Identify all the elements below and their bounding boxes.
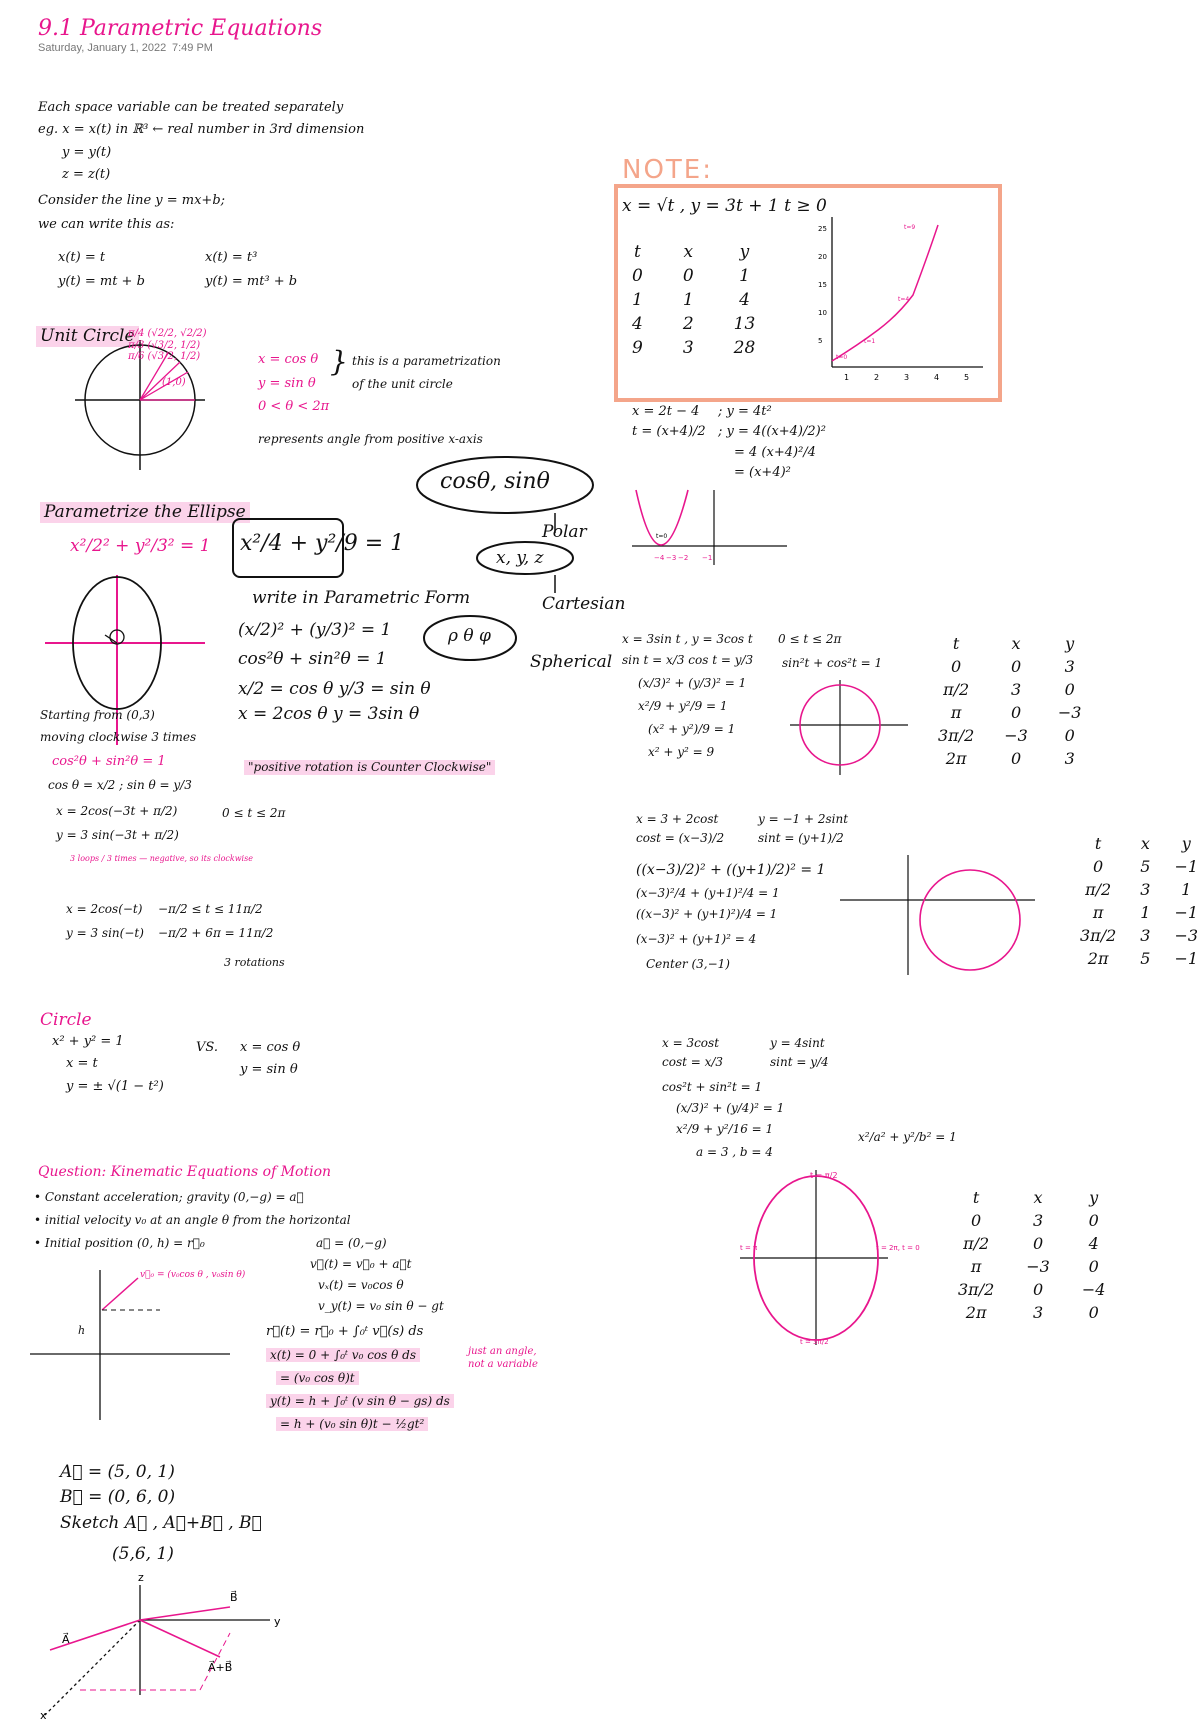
moving-note: moving clockwise 3 times <box>40 730 197 744</box>
ellipse-diagram <box>45 575 210 750</box>
step: cos²θ + sin²θ = 1 <box>238 649 387 670</box>
boxed-equation: x²/4 + y²/9 = 1 <box>240 531 405 556</box>
vector-a-plus-b <box>140 1620 220 1657</box>
circle3-graph <box>790 680 910 780</box>
step: (x/2)² + (y/3)² = 1 <box>238 620 392 640</box>
x-tick: 2 <box>874 373 880 382</box>
note-equations: x = √t , y = 3t + 1 t ≥ 0 <box>622 196 827 216</box>
range-2: −π/2 ≤ t ≤ 11π/2 <box>158 902 263 916</box>
equation: = 4 (x+4)²/4 <box>734 444 816 460</box>
x-tick: 1 <box>844 373 850 382</box>
equation <box>276 1371 454 1386</box>
equation: a⃗ = (0,−g) <box>316 1236 387 1250</box>
table-header: x <box>1011 634 1021 653</box>
table-row <box>928 747 1091 770</box>
table-row <box>948 1278 1115 1301</box>
shifted-circle-graph <box>840 850 1040 980</box>
table-row <box>1070 924 1200 947</box>
ellipse-heading: Parametrize the Ellipse <box>40 502 250 523</box>
bullet: • Initial position (0, h) = r⃗₀ <box>34 1236 205 1250</box>
ellipse-general-form: x²/a² + y²/b² = 1 <box>858 1130 957 1144</box>
equation: x = cos θ <box>258 352 319 367</box>
equation: ; y = 4t² <box>718 404 772 419</box>
equation: (x−3)² + (y+1)² = 4 <box>636 931 757 946</box>
highlighted-equation: x(t) = 0 + ∫₀ᵗ v₀ cos θ ds <box>266 1348 420 1362</box>
axis-label: y <box>274 1615 281 1628</box>
table-header: y <box>1089 1188 1099 1207</box>
x-tick: −2 <box>678 554 689 562</box>
table-row <box>948 1232 1115 1255</box>
table-header-row <box>928 632 1091 655</box>
y-tick: 15 <box>818 281 827 289</box>
note-line: of the unit circle <box>352 377 453 391</box>
table-header: t <box>972 1188 980 1207</box>
table-cell: 0 <box>1032 1234 1044 1253</box>
highlighted-equation: y(t) = h + ∫₀ᵗ (v sin θ − gs) ds <box>266 1394 454 1408</box>
equation: t = (x+4)/2 <box>632 424 706 440</box>
concept-spherical: Spherical <box>530 652 613 672</box>
equation: x² + y² = 9 <box>648 745 715 759</box>
point-label: t=1 <box>864 338 876 345</box>
parabola-left <box>632 404 706 441</box>
circle3-table <box>928 632 1091 770</box>
step: x = 2cos θ y = 3sin θ <box>238 703 420 724</box>
table-row <box>948 1255 1115 1278</box>
table-row <box>1070 855 1200 878</box>
intro-block <box>38 100 364 234</box>
table-row <box>622 264 765 288</box>
table-cell: 3 <box>1032 1303 1044 1322</box>
cos-sin-eq: cos θ = x/2 ; sin θ = y/3 <box>48 778 192 792</box>
table-cell: 4 <box>739 290 750 310</box>
table-cell: 2π <box>1087 949 1109 968</box>
step: x/2 = cos θ y/3 = sin θ <box>238 678 431 699</box>
page-date: Saturday, January 1, 2022 <box>38 42 167 54</box>
x-tick: −3 <box>666 554 677 562</box>
note-label: NOTE: <box>622 155 713 185</box>
table-cell: 2 <box>682 314 694 334</box>
circle3-derivation <box>622 632 753 760</box>
angle-annotation: just an angle, not a variable <box>468 1346 538 1370</box>
table-cell: π <box>970 1257 982 1276</box>
equation: vₓ(t) = v₀cos θ <box>318 1278 404 1292</box>
table-cell: −3 <box>1174 926 1199 945</box>
table-row <box>1070 947 1200 970</box>
angle-ray <box>105 635 117 643</box>
shifted-circle-y <box>758 812 848 846</box>
x-tick: −4 <box>654 554 665 562</box>
unit-circle-angles <box>128 328 207 388</box>
table-cell: −1 <box>1174 857 1199 876</box>
equation: y = −1 + 2sint <box>758 812 849 826</box>
table-row <box>622 312 765 336</box>
table-cell: 3 <box>1032 1211 1044 1230</box>
table-cell: π/2 <box>943 680 970 699</box>
table-row <box>928 724 1091 747</box>
negative-note: 3 loops / 3 times — negative, so its clockwise <box>70 854 253 863</box>
table-row <box>928 655 1091 678</box>
table-cell: 3 <box>1064 657 1075 676</box>
table-cell: 0 <box>682 266 694 286</box>
equation: cos²t + sin²t = 1 <box>662 1080 763 1094</box>
bullet: • Constant acceleration; gravity (0,−g) = a⃗ <box>34 1190 304 1204</box>
equation: x²/9 + y²/16 = 1 <box>676 1122 774 1136</box>
x-tick: 5 <box>964 373 970 382</box>
velocity-vector <box>102 1278 138 1310</box>
equation <box>266 1348 454 1363</box>
table-cell: −3 <box>1057 703 1082 722</box>
vector-def: (5,6, 1) <box>112 1543 174 1564</box>
param-eq: y(t) = mt + b <box>58 274 145 290</box>
y-tick: 10 <box>818 309 827 317</box>
table-cell: 0 <box>1010 703 1022 722</box>
equation: (x/3)² + (y/4)² = 1 <box>676 1101 785 1115</box>
angle-label: π/3 (√3/2, 1/2) <box>128 339 201 351</box>
unit-circle-note <box>352 354 501 392</box>
equation: (x² + y²)/9 = 1 <box>648 722 736 736</box>
table-cell: π/2 <box>963 1234 990 1253</box>
table-cell: −1 <box>1174 903 1199 922</box>
table-header-row <box>622 240 765 264</box>
table-row <box>928 678 1091 701</box>
equation: x = t <box>66 1056 98 1072</box>
equation: cost = (x−3)/2 <box>636 831 725 845</box>
table-cell: 3π/2 <box>1080 926 1117 945</box>
axis-label: z <box>138 1571 144 1584</box>
y-tick: 20 <box>818 253 827 261</box>
x-tick: −1 <box>702 554 713 562</box>
table-cell: 5 <box>1140 857 1151 876</box>
equation <box>266 1394 454 1409</box>
table-row <box>928 701 1091 724</box>
table-cell: 1 <box>682 290 694 310</box>
table-cell: 0 <box>1088 1303 1099 1322</box>
intro-line: z = z(t) <box>62 166 111 182</box>
equation: = (x+4)² <box>734 464 791 480</box>
x-tick: 3 <box>904 373 910 382</box>
table-cell: 3 <box>1064 749 1075 768</box>
ellipse-identity: cos²θ + sin²θ = 1 <box>52 754 166 769</box>
equation: y = sin θ <box>240 1062 298 1078</box>
kinematics-derivation <box>266 1236 454 1432</box>
angle-label: (1,0) <box>162 376 186 388</box>
intro-line: we can write this as: <box>38 217 175 233</box>
table-header: x <box>1033 1188 1043 1207</box>
bullet: • initial velocity v₀ at an angle θ from the horizontal <box>34 1213 351 1227</box>
point-label: t = 2π, t = 0 <box>876 1244 920 1252</box>
table-header: t <box>952 634 960 653</box>
table-cell: 0 <box>632 266 643 286</box>
x-equation-2: x = 2cos(−t) <box>66 902 143 916</box>
ellipse2-graph <box>740 1170 920 1346</box>
table-cell: 2π <box>945 749 967 768</box>
equation: sint = y/4 <box>770 1055 829 1069</box>
table-header-row <box>1070 832 1200 855</box>
table-cell: 4 <box>632 314 643 334</box>
kinematics-diagram <box>30 1270 230 1420</box>
concept-cartesian: Cartesian <box>542 594 626 614</box>
table-row <box>948 1301 1115 1324</box>
table-cell: 13 <box>733 314 756 334</box>
point-label: t = 3π/2 <box>800 1338 829 1346</box>
equation: (x/3)² + (y/3)² = 1 <box>638 676 747 690</box>
table-row <box>948 1209 1115 1232</box>
table-cell: 3π/2 <box>958 1280 995 1299</box>
shifted-circle-table <box>1070 832 1200 970</box>
concept-xyz: x, y, z <box>496 548 544 568</box>
intro-line: eg. x = x(t) in ℝ³ ← real number in 3rd dimension <box>38 122 365 138</box>
equation: cost = x/3 <box>662 1055 724 1069</box>
ellipse2-table <box>948 1186 1115 1324</box>
note-graph <box>818 215 988 385</box>
brace-icon: } <box>330 345 348 378</box>
equation: ((x−3)² + (y+1)²)/4 = 1 <box>636 906 778 921</box>
table-cell: −4 <box>1081 1280 1106 1299</box>
equation: sin t = x/3 cos t = y/3 <box>622 653 754 667</box>
point-label: t=4 <box>898 296 910 303</box>
table-header: x <box>683 242 694 262</box>
equation: a = 3 , b = 4 <box>696 1145 773 1159</box>
concept-polar: Polar <box>542 522 587 542</box>
y-tick: 25 <box>818 225 827 233</box>
table-cell: 5 <box>1140 949 1151 968</box>
table-cell: 28 <box>733 338 756 358</box>
velocity-label: v⃗₀ = (v₀cos θ , v₀sin θ) <box>140 1270 246 1280</box>
rotation-note: "positive rotation is Counter Clockwise" <box>244 760 495 775</box>
table-cell: 1 <box>1181 880 1192 899</box>
note-line: this is a parametrization <box>352 354 501 368</box>
circle-compare-left <box>52 1034 164 1095</box>
table-cell: 3 <box>1140 926 1151 945</box>
range-1: 0 ≤ t ≤ 2π <box>222 806 286 820</box>
y-equation-2: y = 3 sin(−t) <box>66 926 144 940</box>
page-time: 7:49 PM <box>172 42 213 54</box>
table-cell: 0 <box>951 657 962 676</box>
circle-compare-right <box>240 1040 300 1079</box>
table-cell: −3 <box>1026 1257 1050 1276</box>
table-cell: 0 <box>1088 1257 1099 1276</box>
intro-line: Consider the line y = mx+b; <box>38 193 226 208</box>
equation: r⃗(t) = r⃗₀ + ∫₀ᵗ v⃗(s) ds <box>266 1324 424 1339</box>
rotations-note: 3 rotations <box>224 956 285 969</box>
equation: x = 3cost <box>662 1036 720 1050</box>
range-3: −π/2 + 6π = 11π/2 <box>158 926 274 940</box>
table-header: y <box>1065 634 1075 653</box>
table-row <box>622 336 765 360</box>
angle-label: π/6 (√3/2, 1/2) <box>128 351 201 362</box>
angle-label: π/4 (√2/2, √2/2) <box>128 328 207 339</box>
equation: x² + y² = 1 <box>52 1034 124 1049</box>
point-label: t=0 <box>656 533 668 540</box>
vectors-text <box>60 1462 262 1565</box>
table-cell: 0 <box>1010 749 1022 768</box>
table-cell: −3 <box>1004 726 1028 745</box>
equation: x = 3 + 2cost <box>636 812 719 826</box>
note-table <box>622 240 765 360</box>
table-cell: 0 <box>971 1211 982 1230</box>
unit-circle-heading: Unit Circle <box>36 326 139 347</box>
ellipse2-derivation <box>662 1036 784 1160</box>
table-row <box>622 288 765 312</box>
vs-label: VS. <box>196 1040 218 1055</box>
highlighted-equation: = (v₀ cos θ)t <box>276 1371 359 1385</box>
table-cell: 0 <box>1088 1211 1099 1230</box>
table-cell: 0 <box>1064 680 1075 699</box>
vector-b <box>140 1607 230 1620</box>
table-header: y <box>1181 834 1191 853</box>
x-tick: 4 <box>934 373 940 382</box>
table-cell: π <box>950 703 962 722</box>
point-label: t=0 <box>836 354 848 361</box>
vector-label: B⃗ <box>230 1591 238 1604</box>
vector-def: Sketch A⃗ , A⃗+B⃗ , B⃗ <box>60 1512 262 1533</box>
table-cell: 0 <box>1010 657 1022 676</box>
table-cell: 0 <box>1093 857 1104 876</box>
table-row <box>1070 901 1200 924</box>
equation: y = 4sint <box>770 1036 825 1050</box>
table-cell: 0 <box>1032 1280 1044 1299</box>
table-cell: 1 <box>1140 903 1151 922</box>
x-equation: x = 2cos(−3t + π/2) <box>56 804 178 818</box>
h-label: h <box>78 1324 86 1337</box>
equation: ; y = 4((x+4)/2)² <box>718 424 826 440</box>
table-header: t <box>1094 834 1102 853</box>
table-cell: π <box>1092 903 1104 922</box>
equation: v⃗(t) = v⃗₀ + a⃗t <box>310 1257 412 1271</box>
vector-label: A⃗+B⃗ <box>208 1661 233 1674</box>
point-label: t=9 <box>904 224 916 231</box>
table-cell: 1 <box>632 290 643 310</box>
circle-curve <box>920 870 1020 970</box>
intro-line: Each space variable can be treated separately <box>38 100 344 115</box>
vector-label: A⃗ <box>62 1633 70 1646</box>
equation: v_y(t) = v₀ sin θ − gt <box>318 1299 444 1313</box>
parametric-form-note: write in Parametric Form <box>252 588 471 608</box>
circle3-range: 0 ≤ t ≤ 2π <box>778 632 842 646</box>
equation: y = sin θ <box>258 376 316 392</box>
angle-note: represents angle from positive x-axis <box>258 432 483 446</box>
x-axis <box>45 1620 140 1715</box>
ellipse2-y <box>770 1036 829 1070</box>
y-equation: y = 3 sin(−3t + π/2) <box>56 828 179 842</box>
ellipse-steps <box>238 620 431 725</box>
concept-bubble: cosθ, sinθ <box>440 469 550 494</box>
table-cell: 2π <box>965 1303 987 1322</box>
table-cell: π/2 <box>1085 880 1112 899</box>
equation: sint = (y+1)/2 <box>758 831 844 845</box>
equation: x = cos θ <box>240 1040 301 1055</box>
line-param-left <box>58 250 145 291</box>
equation: (x−3)²/4 + (y+1)²/4 = 1 <box>636 885 780 900</box>
equation: y = ± √(1 − t²) <box>66 1078 164 1094</box>
equation <box>276 1417 454 1432</box>
axis-label: x <box>40 1709 47 1722</box>
ellipse-equation: x²/2² + y²/3² = 1 <box>70 536 211 556</box>
vector-def: B⃗ = (0, 6, 0) <box>60 1487 176 1508</box>
vector-def: A⃗ = (5, 0, 1) <box>60 1462 175 1482</box>
vector-sketch <box>40 1571 281 1722</box>
concept-spherical-bubble: ρ θ φ <box>448 626 491 646</box>
table-header-row <box>948 1186 1115 1209</box>
table-header: t <box>633 242 641 262</box>
point-label: t = π/2 <box>810 1171 838 1180</box>
highlighted-equation: = h + (v₀ sin θ)t − ½gt² <box>276 1417 428 1431</box>
circle3-identity: sin²t + cos²t = 1 <box>782 656 883 670</box>
parabola-right <box>718 404 826 481</box>
line-param-right <box>205 250 297 291</box>
equation: x = 2t − 4 <box>632 404 700 419</box>
unit-circle-equations <box>258 352 329 415</box>
circle-compare-heading: Circle <box>40 1010 92 1030</box>
table-cell: 3π/2 <box>938 726 975 745</box>
start-note: Starting from (0,3) <box>40 708 155 722</box>
table-cell: 9 <box>632 338 643 358</box>
curve-sqrt <box>832 225 938 361</box>
table-cell: 3 <box>1010 680 1022 699</box>
table-header: x <box>1140 834 1150 853</box>
equation: Center (3,−1) <box>646 956 730 971</box>
param-eq: x(t) = t³ <box>205 250 258 265</box>
y-tick: 5 <box>818 337 823 345</box>
parabola-graph <box>632 490 792 570</box>
param-eq: y(t) = mt³ + b <box>205 274 298 290</box>
param-eq: x(t) = t <box>58 250 106 265</box>
point-label: t = π <box>740 1244 758 1252</box>
kinematics-heading: Question: Kinematic Equations of Motion <box>38 1164 332 1180</box>
table-cell: 0 <box>1064 726 1075 745</box>
table-header: y <box>739 242 750 262</box>
table-cell: 4 <box>1088 1234 1099 1253</box>
table-cell: 3 <box>682 338 694 358</box>
page-title: 9.1 Parametric Equations <box>38 16 323 41</box>
equation: x²/9 + y²/9 = 1 <box>638 699 728 713</box>
intro-line: y = y(t) <box>62 144 112 160</box>
equation: ((x−3)/2)² + ((y+1)/2)² = 1 <box>636 862 826 878</box>
table-cell: 1 <box>739 266 750 286</box>
table-cell: −1 <box>1174 949 1199 968</box>
equation: 0 < θ < 2π <box>258 398 330 414</box>
table-row <box>1070 878 1200 901</box>
table-cell: 3 <box>1140 880 1151 899</box>
equation: x = 3sin t , y = 3cos t <box>622 632 753 646</box>
